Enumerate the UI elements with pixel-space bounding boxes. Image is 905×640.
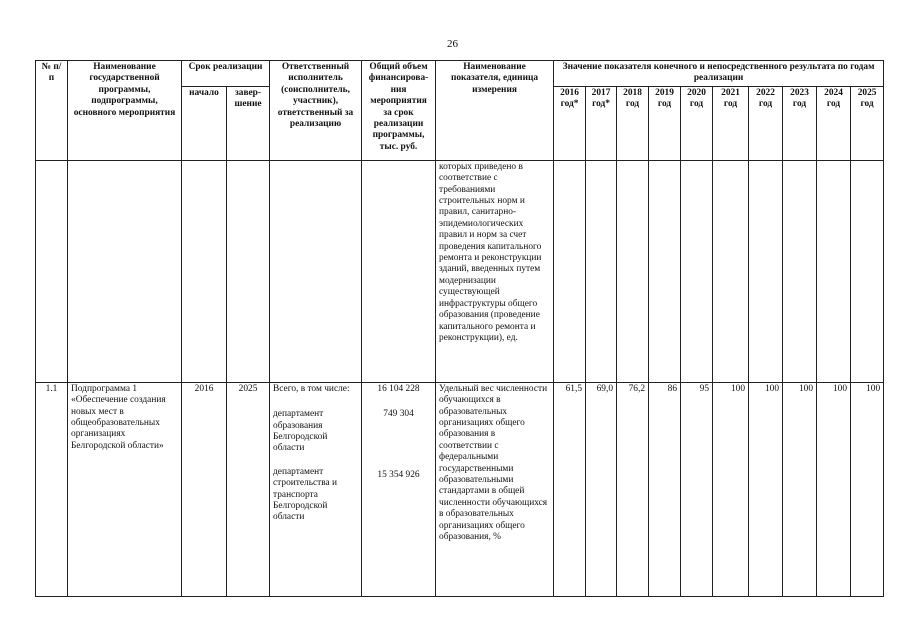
program-table bbox=[35, 60, 884, 597]
header-num: № п/п bbox=[36, 61, 68, 161]
table-row-continuation bbox=[36, 160, 884, 382]
indicator-continuation: которых приведено в соответствие с требованиями строительных норм и правил, санитарно-эпидемиологических правил и норм за счет проведения капитального ремонта и реконструкции зданий, введенных путем модернизации существующей инфраструктуры общего образования (проведение капитального ремонта и реконструкции), ед. bbox=[436, 160, 554, 382]
value-2018: 76,2 bbox=[617, 382, 649, 596]
header-year: 2024 год bbox=[817, 86, 851, 160]
header-responsible: Ответственный исполнитель (соисполнитель, участник), ответственный за реализацию bbox=[270, 61, 362, 161]
volume-total: 16 104 228 bbox=[377, 383, 420, 394]
value-2022: 100 bbox=[749, 382, 783, 596]
volume-construction-dept: 15 354 926 bbox=[377, 469, 420, 480]
start-year: 2016 bbox=[182, 382, 227, 596]
header-year: 2018 год bbox=[617, 86, 649, 160]
responsible-total: Всего, в том числе: bbox=[273, 383, 350, 394]
responsible-education-dept: департамент образования Белгородской области bbox=[273, 409, 328, 454]
value-2019: 86 bbox=[649, 382, 681, 596]
responsible-construction-dept: департамент строительства и транспорта Белгородской области bbox=[273, 466, 338, 523]
volume-education-dept: 749 304 bbox=[383, 409, 414, 420]
responsible-cell bbox=[270, 382, 362, 596]
header-year: 2023 год bbox=[783, 86, 817, 160]
value-2023: 100 bbox=[783, 382, 817, 596]
header-start: начало bbox=[182, 86, 227, 160]
value-2017: 69,0 bbox=[586, 382, 617, 596]
header-year: 2017 год* bbox=[586, 86, 617, 160]
value-2025: 100 bbox=[851, 382, 884, 596]
row-num: 1.1 bbox=[36, 382, 68, 596]
header-year: 2019 год bbox=[649, 86, 681, 160]
header-name: Наименование государственной программы, подпрограммы, основного мероприятия bbox=[68, 61, 182, 161]
value-2020: 95 bbox=[681, 382, 713, 596]
value-2021: 100 bbox=[713, 382, 749, 596]
header-year: 2020 год bbox=[681, 86, 713, 160]
header-year: 2022 год bbox=[749, 86, 783, 160]
table-row-1-1 bbox=[36, 382, 884, 596]
subprogram-name: Подпрограмма 1 «Обеспечение создания новых мест в общеобразовательных организациях Белгородской области» bbox=[68, 382, 182, 596]
page-number: 26 bbox=[447, 38, 458, 50]
header-indicator: Наименование показателя, единица измерения bbox=[436, 61, 554, 161]
header-values-group: Значение показателя конечного и непосредственного результата по годам реализации bbox=[554, 61, 884, 87]
value-2024: 100 bbox=[817, 382, 851, 596]
end-year: 2025 bbox=[227, 382, 270, 596]
header-volume: Общий объем финансирова-ния мероприятия за срок реализации программы, тыс. руб. bbox=[362, 61, 436, 161]
indicator-cell: Удельный вес численности обучающихся в образовательных организациях общего образования в соответствии с федеральными государственными образовательными стандартами в общей численности обучающихся в образовательных организациях общего образования, % bbox=[436, 382, 554, 596]
volume-cell bbox=[362, 382, 436, 596]
value-2016: 61,5 bbox=[554, 382, 586, 596]
header-year: 2016 год* bbox=[554, 86, 586, 160]
header-year: 2025 год bbox=[851, 86, 884, 160]
header-period: Срок реализации bbox=[182, 61, 270, 87]
header-end: завер-шение bbox=[227, 86, 270, 160]
header-year: 2021 год bbox=[713, 86, 749, 160]
